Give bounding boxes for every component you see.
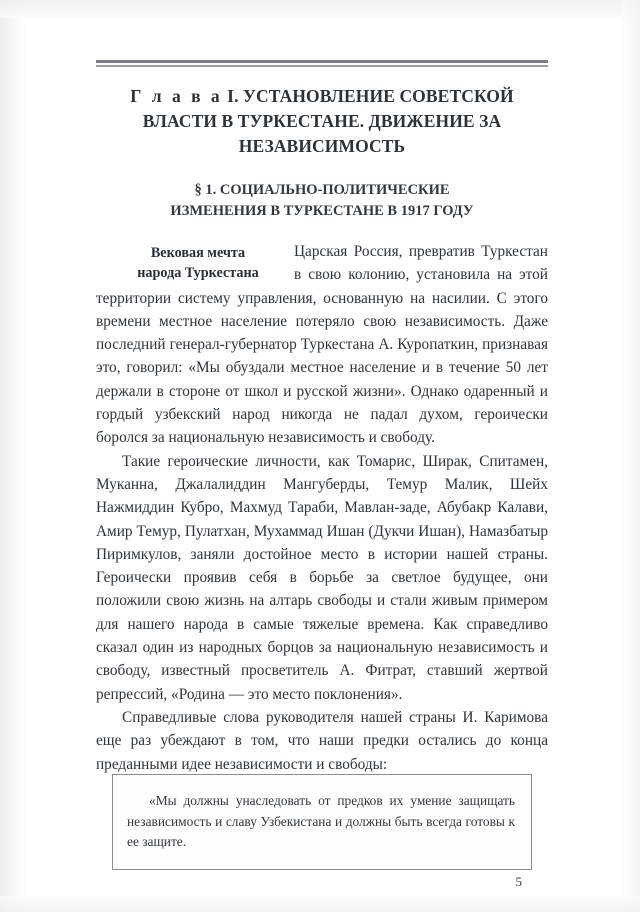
section-title [96,180,548,222]
paragraph-3: Справедливые слова руководителя нашей страны И. Каримова еще раз убеждают в том, что наши предки остались до конца преданными идее независимости и свободы: [96,708,548,773]
paragraph-1: Царская Россия, превратив Туркестан в свою колонию, установила на этой территории систему управления, основанную на насилии. С этого времени местное население потеряло свою независимость. Даже последний генерал-губернатор Туркестана А. Куропаткин, признавая это, говорил: «Мы обуздали местное население и в течение 50 лет держали в стороне от школ и русской жизни». Однако одаренный и гордый узбекский народ никогда не падал духом, героически боролся за национальную независимость и свободу. [96,243,548,447]
rule-thin [96,65,548,67]
section-title-line-1: § 1. СОЦИАЛЬНО-ПОЛИТИЧЕСКИЕ [194,182,450,198]
sidenote-line-2: народа Туркестана [137,265,259,281]
section-title-line-2: ИЗМЕНЕНИЯ В ТУРКЕСТАНЕ В 1917 ГОДУ [170,203,474,219]
chapter-title [96,84,548,159]
scan-edge-shadow-right [622,0,640,912]
chapter-label: Г л а в а [130,86,223,106]
scan-edge-shadow-left [0,0,26,912]
page-number: 5 [515,874,522,889]
paragraph-2: Такие героические личности, как Томарис, Ширак, Спитамен, Муканна, Джалалиддин Мангуберды, Темур Малик, Шейх Нажмиддин Кубро, Махмуд Тараби, Мавлан-заде, Абубакр Калави, Амир Темур, Пулатхан, Мухаммад Ишан (Дукчи Ишан), Намазбатыр Пиримкулов, заняли достойное место в истории нашей страны. Героически проявив себя в борьбе за светлое будущее, они положили свою жизнь на алтарь свободы и стали живым примером для нашего народа в самые тяжелые времена. Как справедливо сказал один из народных борцов за национальную независимость и свободу, известный просветитель А. Фитрат, ставший жертвой репрессий, «Родина — это место поклонения». [96,452,548,703]
chapter-title-line-3: НЕЗАВИСИМОСТЬ [238,136,406,156]
page-content [96,0,548,912]
sidenote-line-1: Вековая мечта [150,245,246,261]
chapter-title-line-1: I. УСТАНОВЛЕНИЕ СОВЕТСКОЙ [227,86,514,106]
marginal-sidenote [114,243,282,283]
body-text [96,240,548,776]
quotation-box [112,774,532,870]
header-double-rule [96,60,548,67]
chapter-title-line-2: ВЛАСТИ В ТУРКЕСТАНЕ. ДВИЖЕНИЕ ЗА [142,111,502,131]
quotation-text: «Мы должны унаследовать от предков их умение защищать независимость и славу Узбекистана и должны быть всегда готовы к ее защите. [127,793,515,849]
